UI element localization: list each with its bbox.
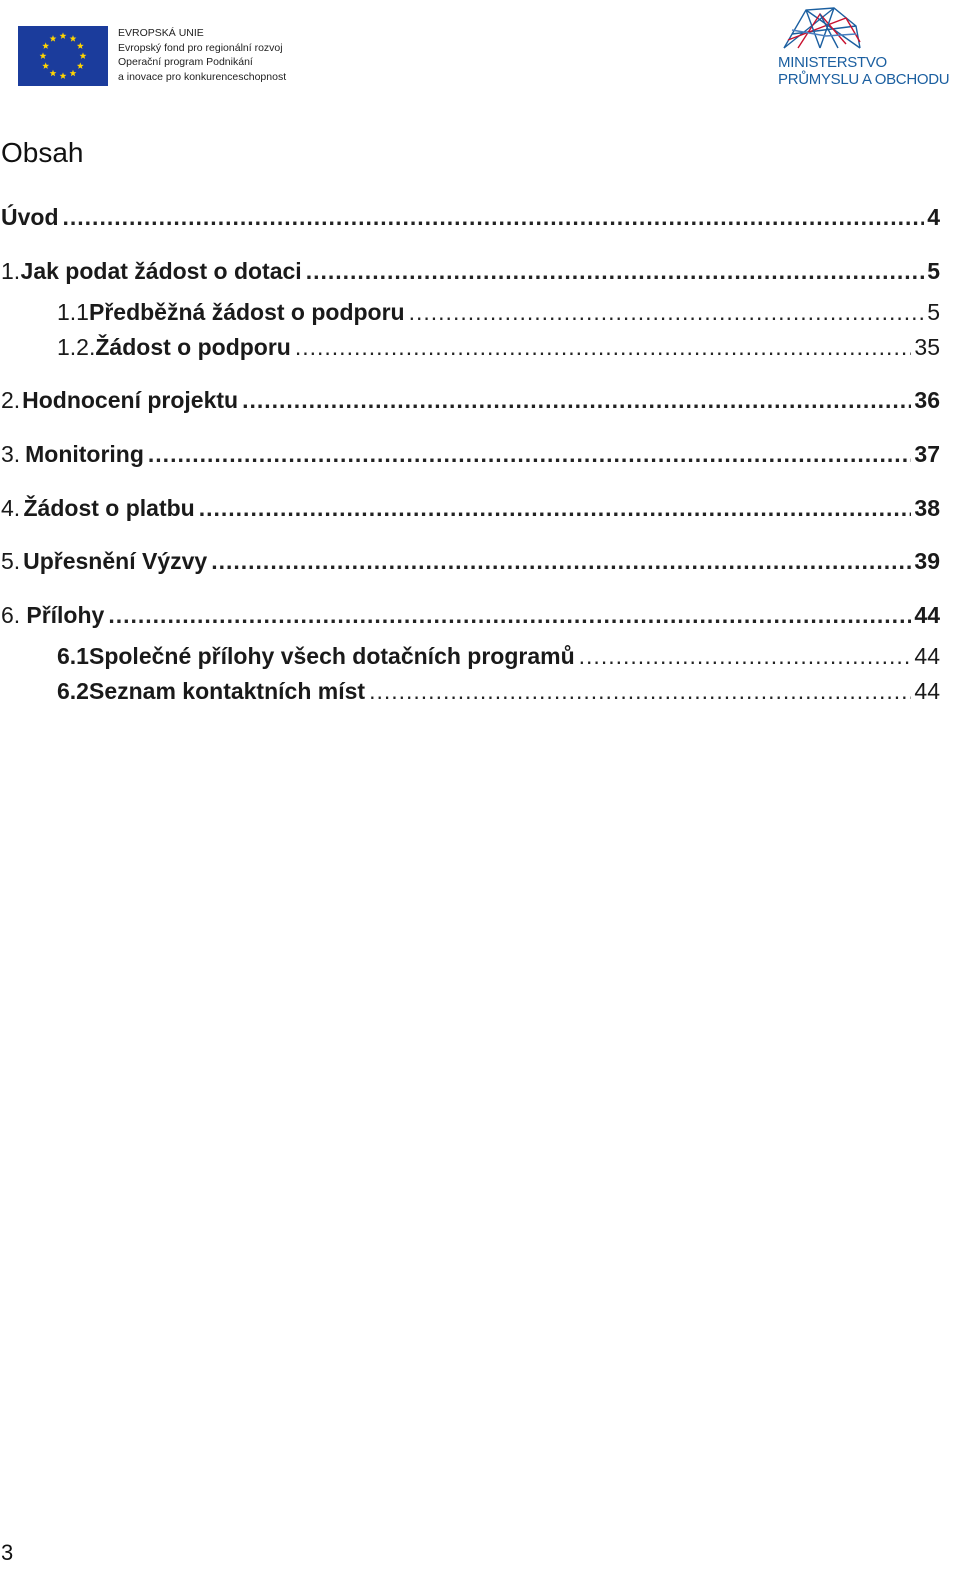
toc-entry-label: Přílohy: [26, 602, 105, 628]
toc-entry-label: Úvod: [1, 204, 59, 230]
page-number: 3: [1, 1540, 14, 1565]
toc-entry-1-2[interactable]: [57, 332, 940, 362]
eu-star-icon: [60, 32, 67, 39]
toc-entry-page: 37: [914, 441, 940, 467]
eu-star-icon: [70, 35, 77, 42]
mpo-logo-text: [778, 54, 949, 88]
toc-leader-dots: [242, 385, 911, 415]
toc-entry-number: 6.: [1, 602, 21, 628]
eu-star-icon: [42, 62, 49, 69]
toc-entry-label: Hodnocení projektu: [22, 387, 239, 413]
eu-star-icon: [42, 42, 49, 49]
page-header: [0, 0, 960, 100]
eu-logo-text: [118, 26, 286, 84]
toc-entry-6-1[interactable]: [57, 641, 940, 671]
toc-entry-5[interactable]: [1, 546, 940, 576]
toc-entry-page: 38: [914, 495, 940, 521]
eu-star-icon: [50, 35, 57, 42]
eu-flag-icon: [18, 26, 108, 86]
toc-leader-dots: [369, 676, 911, 706]
toc-entry-3[interactable]: [1, 439, 940, 469]
toc-entry-number: 6.2: [57, 678, 89, 704]
toc-entry-page: 39: [914, 548, 940, 574]
toc-entry-2[interactable]: [1, 385, 940, 415]
toc-entry-number: 5.: [1, 548, 21, 574]
toc-entry-page: 36: [914, 387, 940, 413]
toc-entry-6[interactable]: [1, 600, 940, 630]
toc-entry-label: Jak podat žádost o dotaci: [20, 258, 302, 284]
toc-entry-label: Žádost o platbu: [23, 495, 195, 521]
eu-star-icon: [77, 42, 84, 49]
toc-leader-dots: [108, 600, 911, 630]
toc-entry-page: 44: [914, 678, 940, 704]
mpo-logo-line: MINISTERSTVO: [778, 54, 887, 71]
eu-logo-line: a inovace pro konkurenceschopnost: [118, 70, 287, 83]
toc-entry-label: Předběžná žádost o podporu: [88, 299, 405, 325]
eu-star-icon: [80, 52, 87, 59]
toc-entry-number: 1.2.: [57, 334, 96, 360]
toc-entry-number: 6.1: [57, 643, 89, 669]
eu-logo-line: Operační program Podnikání: [118, 56, 253, 68]
toc-entry-number: 2.: [1, 387, 21, 413]
toc-entry-label: Společné přílohy všech dotačních programů: [88, 643, 575, 669]
toc-leader-dots: [306, 256, 925, 286]
toc-leader-dots: [211, 546, 911, 576]
mpo-logo: [776, 4, 956, 92]
toc-title: Obsah: [1, 137, 84, 168]
toc-entry-page: 4: [927, 204, 940, 230]
toc-entry-1[interactable]: [1, 256, 940, 286]
toc-leader-dots: [579, 641, 912, 671]
toc-entry-page: 5: [927, 299, 940, 325]
toc-leader-dots: [295, 332, 912, 362]
toc-entry-page: 44: [914, 643, 940, 669]
mpo-logo-line: PRŮMYSLU A OBCHODU: [778, 71, 950, 88]
eu-logo-line: EVROPSKÁ UNIE: [118, 27, 204, 39]
eu-logo: [18, 26, 286, 86]
eu-star-icon: [40, 52, 47, 59]
eu-logo-line: Evropský fond pro regionální rozvoj: [118, 41, 283, 54]
toc-entry-1-1[interactable]: [57, 297, 940, 327]
toc-entry-label: Monitoring: [25, 441, 144, 467]
toc-entry-number: 4.: [1, 495, 21, 521]
mpo-globe-icon: [776, 4, 866, 54]
toc-leader-dots: [409, 297, 925, 327]
toc-entry-number: 1.: [1, 258, 21, 284]
toc-entry-page: 44: [914, 602, 940, 628]
toc-entry-label: Upřesnění Výzvy: [23, 548, 208, 574]
toc-leader-dots: [63, 202, 925, 232]
toc-entry-4[interactable]: [1, 493, 940, 523]
toc-entry-page: 35: [914, 334, 940, 360]
eu-star-icon: [60, 72, 67, 79]
toc-entry-uvod[interactable]: [1, 202, 940, 232]
toc-entry-number: 3.: [1, 441, 21, 467]
toc-entry-number: 1.1: [57, 299, 89, 325]
toc-entry-6-2[interactable]: [57, 676, 940, 706]
toc-entry-label: Seznam kontaktních míst: [88, 678, 366, 704]
toc-entry-label: Žádost o podporu: [95, 334, 291, 360]
eu-star-icon: [70, 70, 77, 77]
toc-leader-dots: [199, 493, 912, 523]
eu-star-icon: [77, 62, 84, 69]
eu-star-icon: [50, 70, 57, 77]
toc-entry-page: 5: [927, 258, 940, 284]
toc-leader-dots: [148, 439, 912, 469]
